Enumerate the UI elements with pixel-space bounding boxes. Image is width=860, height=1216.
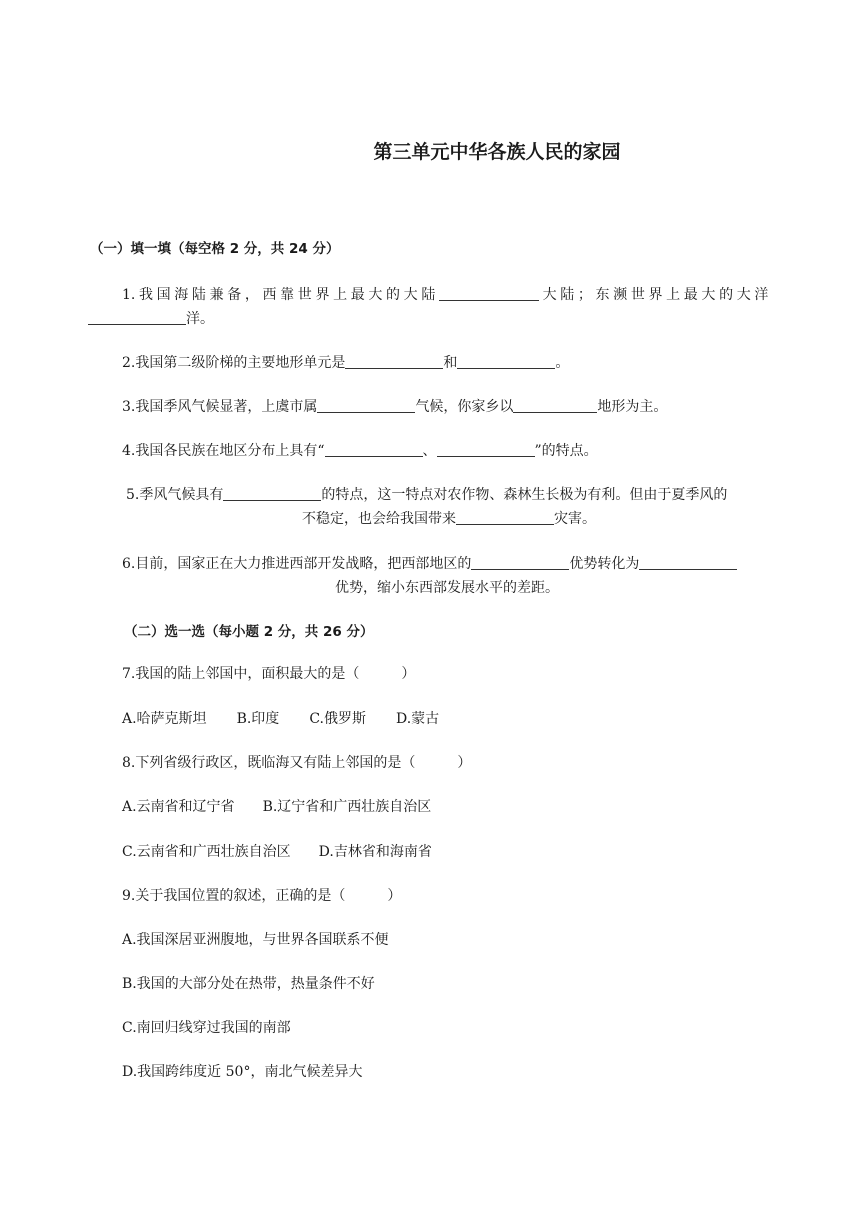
q6-text-1: 6.目前，国家正在大力推进西部开发战略，把西部地区的: [122, 556, 472, 572]
q2-blank-2[interactable]: [457, 353, 555, 369]
question-9-stem: 9.关于我国位置的叙述，正确的是（ ）: [122, 888, 402, 904]
q9-option-b[interactable]: B.我国的大部分处在热带，热量条件不好: [122, 976, 375, 992]
q5-text-2: 的特点，这一特点对农作物、森林生长极为有利。但由于夏季风的: [321, 487, 728, 503]
q2-blank-1[interactable]: [345, 353, 443, 369]
q2-text-2: 和: [443, 355, 458, 371]
question-7-stem: 7.我国的陆上邻国中，面积最大的是（ ）: [122, 666, 416, 682]
section-heading-choice: （二）选一选（每小题 2 分，共 26 分）: [124, 624, 374, 640]
question-7-options: [122, 709, 439, 729]
question-1-line-1: [122, 285, 772, 305]
q2-text-3: 。: [555, 355, 570, 371]
question-8-options-row-2: [122, 842, 432, 862]
question-3: [122, 397, 667, 417]
q7-option-c[interactable]: C.俄罗斯: [309, 711, 366, 727]
q7-option-d[interactable]: D.蒙古: [395, 711, 440, 727]
q4-blank-1[interactable]: [325, 441, 423, 457]
q3-text-3: 地形为主。: [597, 399, 668, 415]
q3-text-2: 气候，你家乡以: [415, 399, 514, 415]
q4-text-1: 4.我国各民族在地区分布上具有“: [122, 443, 325, 459]
q8-option-d[interactable]: D.吉林省和海南省: [318, 844, 432, 860]
q7-option-a[interactable]: A.哈萨克斯坦: [122, 711, 207, 727]
question-5-line-1: [126, 485, 727, 505]
question-6-line-1: [122, 554, 737, 574]
q1-text-1: 1.我国海陆兼备，西靠世界上最大的大陆: [122, 287, 439, 303]
page-title: 第三单元中华各族人民的家园: [373, 141, 621, 163]
q8-option-a[interactable]: A.云南省和辽宁省: [122, 799, 235, 815]
section-heading-fill: （一）填一填（每空格 2 分，共 24 分）: [90, 241, 340, 257]
question-8-options-row-1: [122, 797, 431, 817]
question-4: [122, 441, 598, 461]
question-5-line-2: [126, 509, 772, 529]
q8-option-c[interactable]: C.云南省和广西壮族自治区: [122, 844, 291, 860]
q7-option-b[interactable]: B.印度: [236, 711, 280, 727]
q4-text-3: ”的特点。: [534, 443, 598, 459]
question-2: [122, 353, 569, 373]
q1-blank-2[interactable]: [88, 309, 186, 325]
q3-blank-2[interactable]: [513, 397, 597, 413]
q9-option-d[interactable]: D.我国跨纬度近 50°，南北气候差异大: [122, 1064, 363, 1080]
q9-option-c[interactable]: C.南回归线穿过我国的南部: [122, 1020, 291, 1036]
q9-option-a[interactable]: A.我国深居亚洲腹地，与世界各国联系不便: [122, 932, 389, 948]
q6-blank-2[interactable]: [639, 554, 737, 570]
q6-text-3: 优势，缩小东西部发展水平的差距。: [335, 580, 559, 596]
q3-blank-1[interactable]: [317, 397, 415, 413]
q1-blank-1[interactable]: [439, 285, 539, 301]
q6-blank-1[interactable]: [471, 554, 569, 570]
q5-text-3: 不稳定，也会给我国带来: [302, 511, 456, 527]
q6-text-2: 优势转化为: [569, 556, 640, 572]
q1-text-3: 洋。: [186, 311, 214, 327]
q5-text-1: 5.季风气候具有: [126, 487, 224, 503]
q1-text-2: 大陆；东濒世界上最大的大洋: [538, 287, 772, 303]
question-1-line-2: [88, 309, 214, 329]
q3-text-1: 3.我国季风气候显著，上虞市属: [122, 399, 318, 415]
q2-text-1: 2.我国第二级阶梯的主要地形单元是: [122, 355, 346, 371]
q5-blank-2[interactable]: [456, 509, 554, 525]
q4-blank-2[interactable]: [437, 441, 535, 457]
q5-text-4: 灾害。: [554, 511, 596, 527]
q5-blank-1[interactable]: [223, 485, 321, 501]
q8-option-b[interactable]: B.辽宁省和广西壮族自治区: [262, 799, 432, 815]
q4-text-2: 、: [422, 443, 437, 459]
question-8-stem: 8.下列省级行政区，既临海又有陆上邻国的是（ ）: [122, 755, 472, 771]
question-6-line-2: [122, 578, 772, 598]
